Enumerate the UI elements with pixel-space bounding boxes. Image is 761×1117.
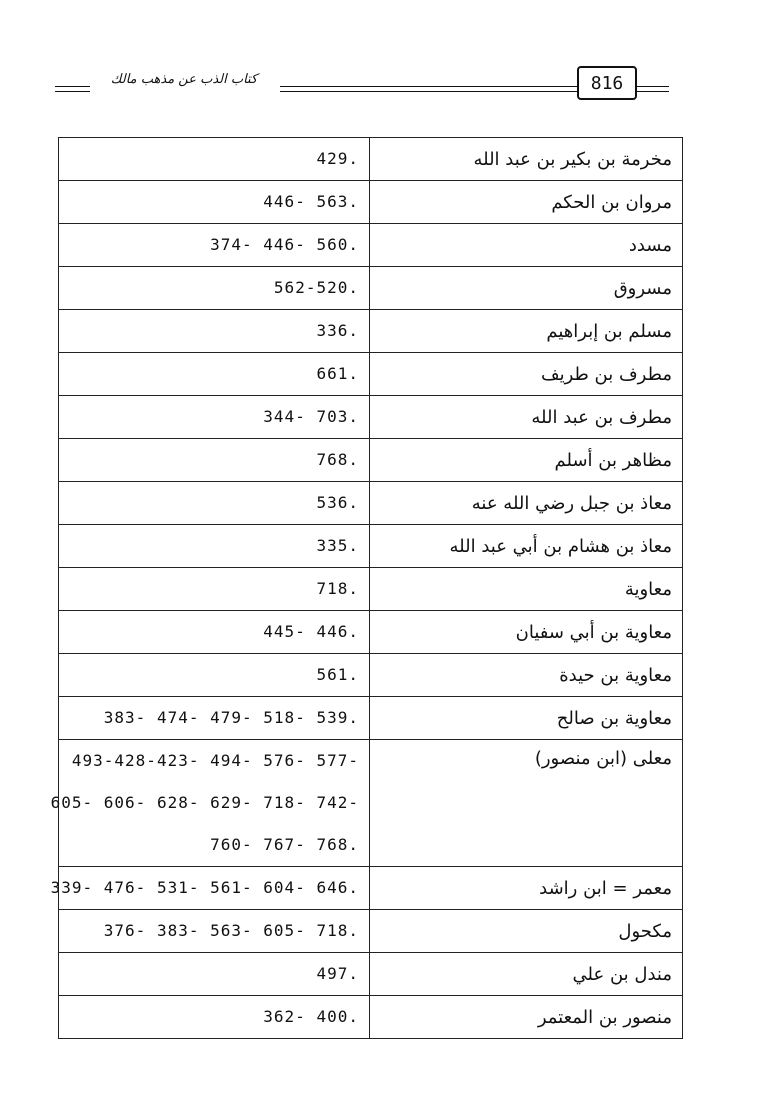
page-references: -742 -718 -629 -628 -606 -605 [50,793,359,812]
header-rule-left [55,86,90,87]
page-references-cell [59,525,370,568]
page-references: .497 [316,964,359,983]
page-references-cell [59,224,370,267]
page-references-cell [59,910,370,953]
page-references-cell [59,654,370,697]
header-rule-left-2 [55,91,90,92]
person-name: مظاهر بن أسلم [370,439,683,482]
page-references: .561 [316,665,359,684]
page-references-cell [59,181,370,224]
table-row [59,654,683,697]
page-references-cell [59,953,370,996]
table-row [59,525,683,568]
table-row [59,867,683,910]
table-row [59,697,683,740]
person-name: مسروق [370,267,683,310]
table-row [59,224,683,267]
page-references: .718 -605 -563 -383 -376 [103,921,359,940]
person-name: مكحول [370,910,683,953]
book-title: كتاب الذب عن مذهب مالك [110,72,258,87]
page-references: .646 -604 -561 -531 -476 -339 [50,878,359,897]
person-name: معمر = ابن راشد [370,867,683,910]
page-references: .336 [316,321,359,340]
page-references-cell [59,138,370,181]
page-references: .768 [316,450,359,469]
person-name: معلى (ابن منصور) [370,740,683,867]
person-name: منصور بن المعتمر [370,996,683,1039]
page-references: .400 -362 [263,1007,359,1026]
page-references: .429 [316,149,359,168]
page-references: .562-520 [273,278,359,297]
page-references-cell [50,740,370,867]
person-name: معاوية بن صالح [370,697,683,740]
header-rule-right [637,86,669,87]
table-row [59,396,683,439]
table-row [59,181,683,224]
page-references-cell [59,353,370,396]
person-name: مسدد [370,224,683,267]
page-references: .718 [316,579,359,598]
page-references: .703 -344 [263,407,359,426]
page-references-cell [50,867,370,910]
page-references: .539 -518 -479 -474 -383 [103,708,359,727]
header-rule-right-2 [637,91,669,92]
page-references: .335 [316,536,359,555]
table-row [59,310,683,353]
table-row [59,740,683,867]
table-row [59,482,683,525]
page-references-cell [59,267,370,310]
page-references-cell [59,396,370,439]
table-row [59,996,683,1039]
page-references-cell [59,310,370,353]
header-rule-middle [280,86,577,87]
person-name: مندل بن علي [370,953,683,996]
page-references-cell [59,482,370,525]
page-references: -577 -576 -494 -493-428-423 [71,751,359,770]
person-name: معاذ بن هشام بن أبي عبد الله [370,525,683,568]
person-name: معاوية [370,568,683,611]
page-number: 816 [577,66,637,100]
page-references: .563 -446 [263,192,359,211]
page-references-cell [59,611,370,654]
page-references-cell [59,439,370,482]
page-references-cell [59,697,370,740]
person-name: معاوية بن أبي سفيان [370,611,683,654]
person-name: مسلم بن إبراهيم [370,310,683,353]
table-row [59,910,683,953]
index-table-body [50,138,683,1039]
person-name: معاوية بن حيدة [370,654,683,697]
page-references: .446 -445 [263,622,359,641]
index-table [50,137,683,1039]
header-rule-middle-2 [280,91,577,92]
page-references-cell [59,568,370,611]
person-name: مطرف بن عبد الله [370,396,683,439]
page-header [0,60,761,110]
table-row [59,138,683,181]
table-row [59,353,683,396]
page-references: .536 [316,493,359,512]
table-row [59,611,683,654]
person-name: مروان بن الحكم [370,181,683,224]
table-row [59,267,683,310]
table-row [59,439,683,482]
person-name: مخرمة بن بكير بن عبد الله [370,138,683,181]
page-references: .560 -446 -374 [210,235,359,254]
table-row [59,953,683,996]
page-references-cell [59,996,370,1039]
page-references: .661 [316,364,359,383]
page-references: .768 -767 -760 [210,835,359,854]
person-name: مطرف بن طريف [370,353,683,396]
table-row [59,568,683,611]
person-name: معاذ بن جبل رضي الله عنه [370,482,683,525]
